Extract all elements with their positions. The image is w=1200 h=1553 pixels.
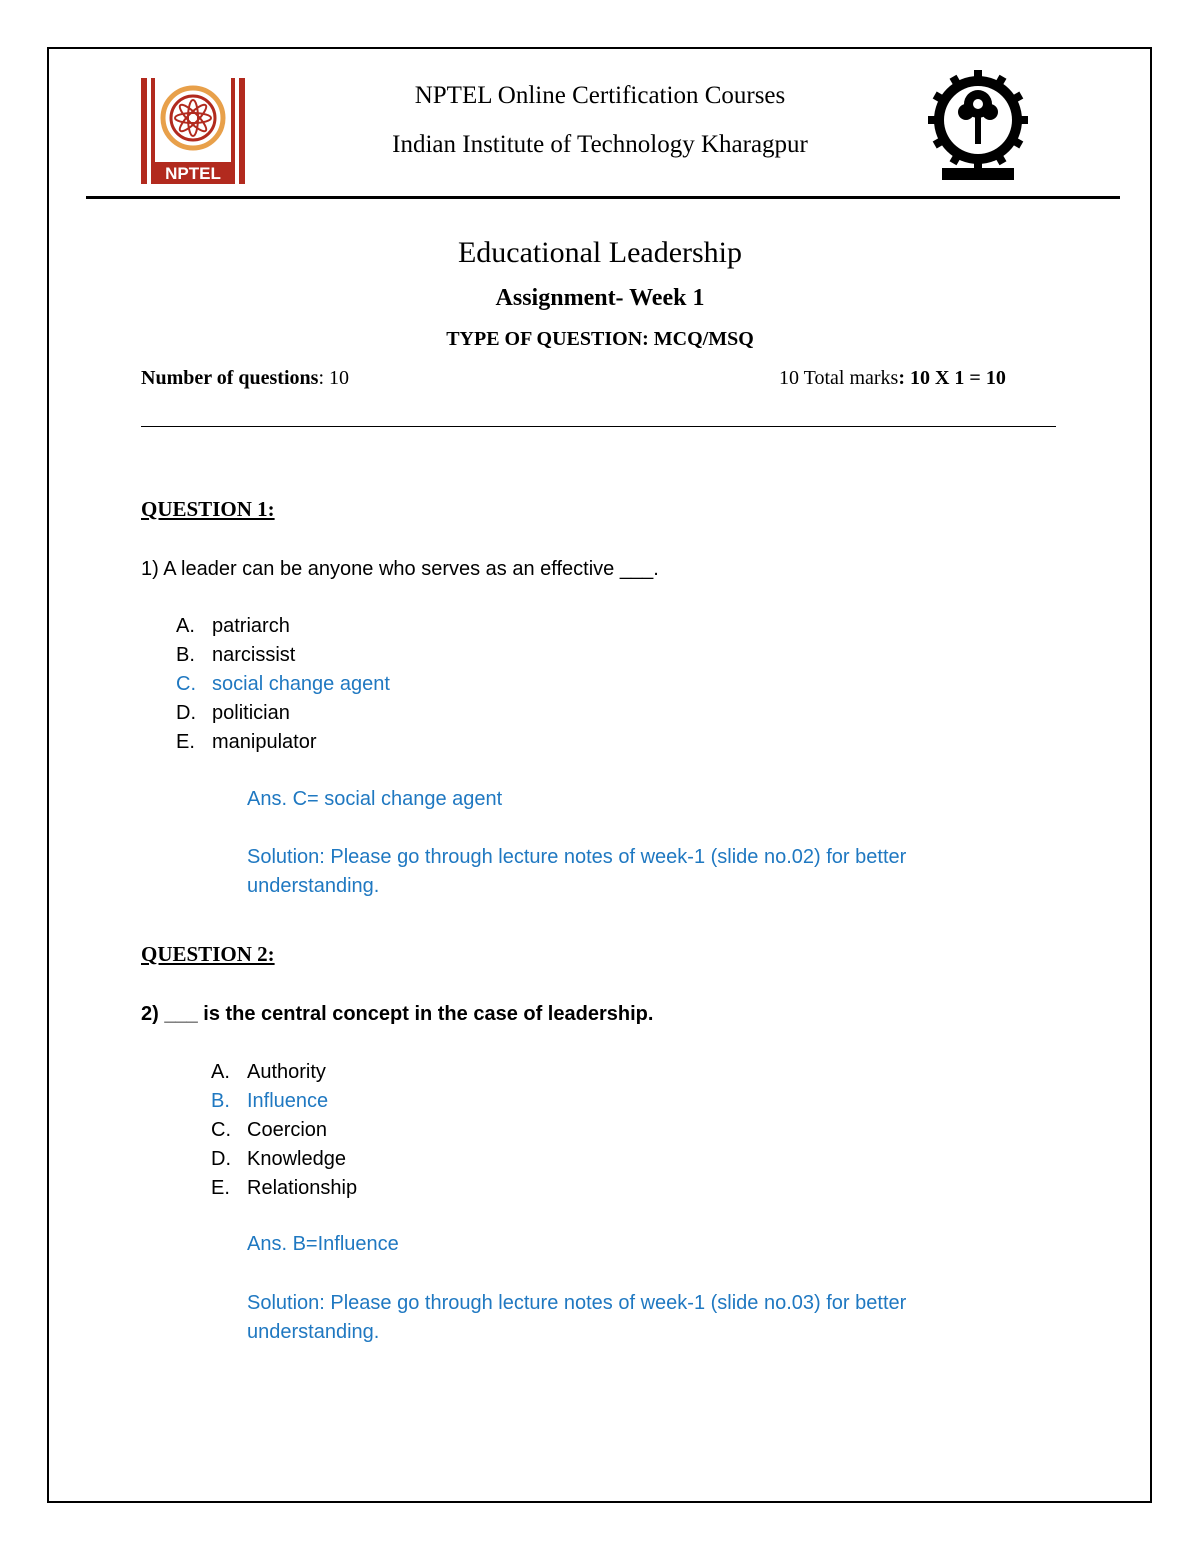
number-of-questions [141, 367, 349, 390]
option-label: manipulator [212, 731, 317, 753]
question-type: TYPE OF QUESTION: MCQ/MSQ [446, 328, 754, 350]
number-of-questions-label: Number of questions [141, 367, 319, 389]
option-label: Coercion [247, 1119, 328, 1141]
option-letter: C. [211, 1119, 231, 1141]
option-letter: D. [211, 1148, 231, 1170]
option-label: politician [212, 702, 290, 724]
question-2-solution: Solution: Please go through lecture notes of week-1 (slide no.03) for better understanding. [247, 1292, 907, 1343]
option-list-item-correct [211, 1087, 357, 1116]
question-1-heading: QUESTION 1: [141, 497, 275, 521]
option-list-item [176, 612, 390, 641]
option-list-item [176, 641, 390, 670]
option-letter: D. [176, 702, 196, 724]
option-letter: C. [176, 673, 196, 695]
question-2-options [211, 1058, 357, 1203]
nptel-logo [141, 78, 245, 184]
separator-line [141, 426, 1056, 427]
question-1-text: 1) A leader can be anyone who serves as an effective ___. [141, 558, 659, 580]
header-line-1: NPTEL Online Certification Courses [414, 82, 786, 109]
option-letter: E. [211, 1177, 230, 1199]
option-list-item [211, 1174, 357, 1203]
number-of-questions-value: : 10 [318, 367, 349, 389]
option-letter: A. [211, 1061, 230, 1083]
option-list-item [176, 699, 390, 728]
total-marks-prefix: 10 Total marks [779, 367, 899, 389]
option-list-item [211, 1116, 357, 1145]
question-2-text: 2) ___ is the central concept in the case of leadership. [141, 1003, 654, 1025]
option-label: Relationship [247, 1177, 358, 1199]
option-letter: B. [211, 1090, 230, 1112]
header-divider [86, 196, 1120, 199]
option-letter: E. [176, 731, 195, 753]
option-label: Knowledge [247, 1148, 346, 1170]
option-list-item [176, 728, 390, 757]
option-letter: B. [176, 644, 195, 666]
question-1-answer: Ans. C= social change agent [247, 788, 503, 810]
option-list-item [211, 1058, 357, 1087]
option-label: narcissist [212, 644, 296, 666]
option-label: patriarch [212, 615, 290, 637]
question-2-heading: QUESTION 2: [141, 942, 275, 966]
question-1-solution: Solution: Please go through lecture notes of week-1 (slide no.02) for better understanding. [247, 846, 907, 897]
iit-kharagpur-emblem [928, 68, 1028, 186]
assignment-title: Assignment- Week 1 [495, 285, 705, 311]
question-2-answer: Ans. B=Influence [247, 1233, 399, 1255]
option-list-item-correct [176, 670, 390, 699]
course-title: Educational Leadership [457, 236, 743, 269]
question-1-options [176, 612, 390, 757]
total-marks [779, 367, 1006, 390]
option-list-item [211, 1145, 357, 1174]
option-label: social change agent [212, 673, 390, 695]
option-label: Influence [247, 1090, 329, 1112]
option-label: Authority [247, 1061, 326, 1083]
option-letter: A. [176, 615, 195, 637]
svg-text:NPTEL: NPTEL [165, 164, 221, 183]
total-marks-value: : 10 X 1 = 10 [898, 367, 1006, 389]
header-line-2: Indian Institute of Technology Kharagpur [392, 131, 808, 158]
